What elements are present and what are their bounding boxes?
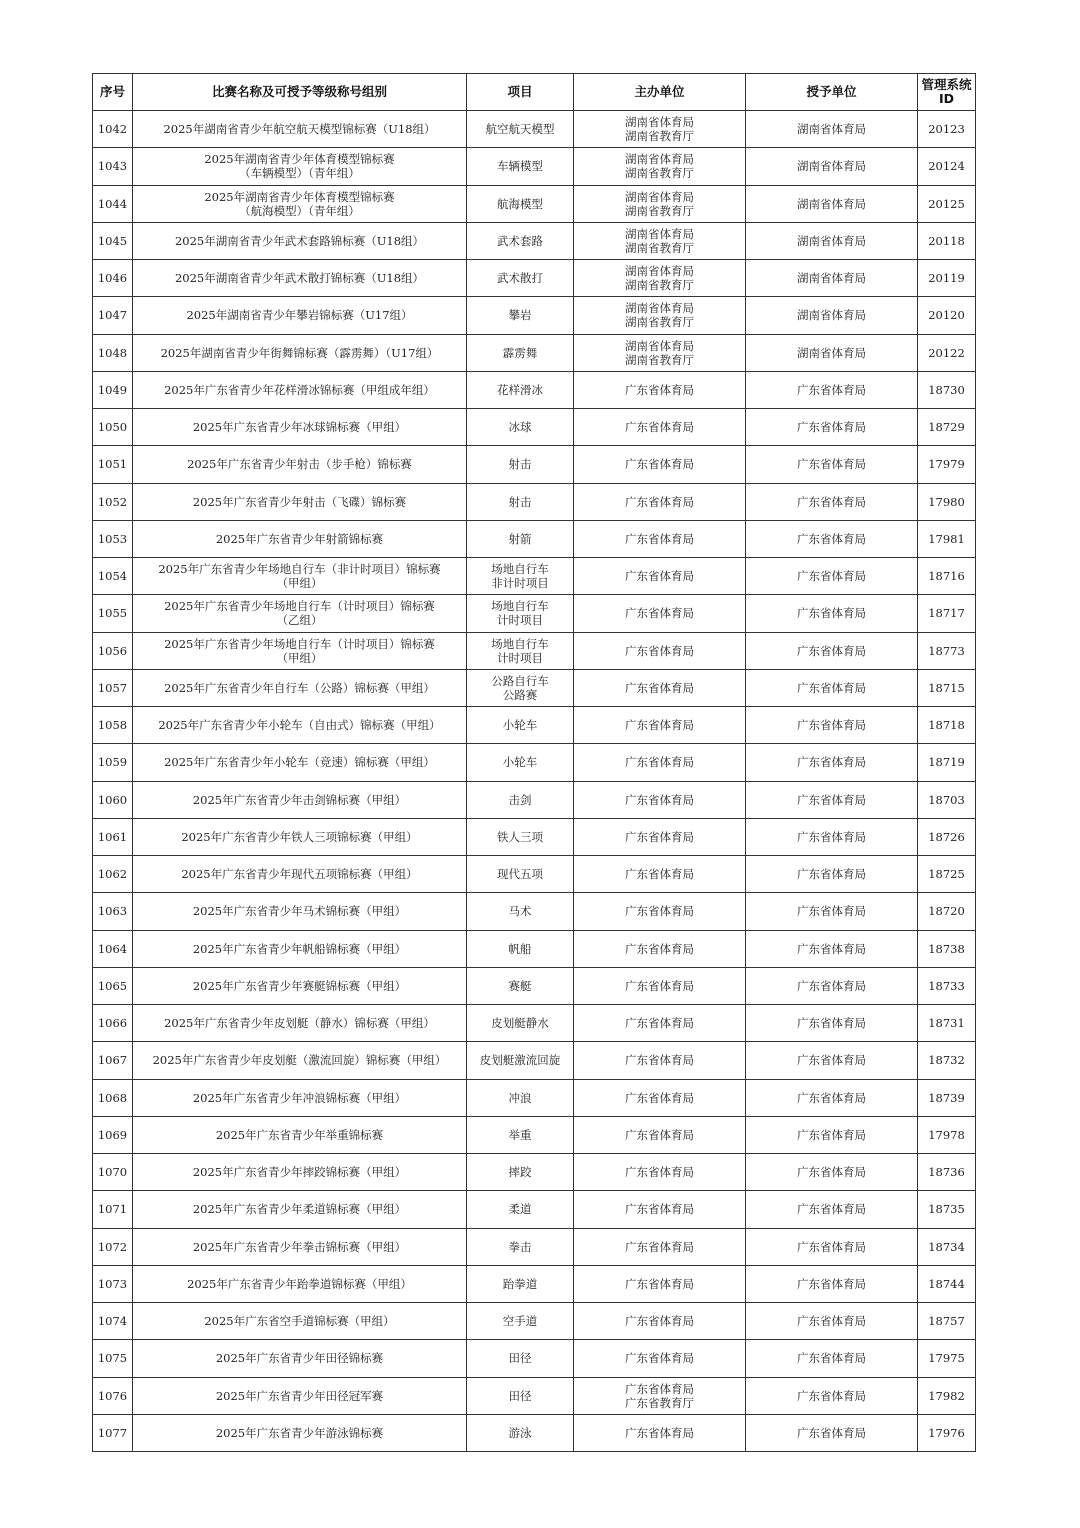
cell-item: 航海模型 [467, 185, 574, 222]
cell-organizer: 广东省体育局 [574, 1265, 746, 1302]
cell-event-name: 2025年广东省青少年举重锦标赛 [133, 1116, 467, 1153]
cell-organizer: 广东省体育局 [574, 632, 746, 669]
cell-granting-unit: 广东省体育局 [746, 930, 918, 967]
cell-organizer: 广东省体育局 [574, 1228, 746, 1265]
cell-item: 赛艇 [467, 967, 574, 1004]
cell-event-name: 2025年广东省青少年射击（飞碟）锦标赛 [133, 483, 467, 520]
cell-system-id: 20124 [918, 148, 976, 185]
cell-system-id: 20125 [918, 185, 976, 222]
cell-organizer: 湖南省体育局 湖南省教育厅 [574, 185, 746, 222]
table-row [93, 1191, 976, 1228]
table-row [93, 260, 976, 297]
cell-serial-no: 1061 [93, 818, 133, 855]
cell-serial-no: 1070 [93, 1154, 133, 1191]
cell-system-id: 17981 [918, 520, 976, 557]
cell-item: 场地自行车 非计时项目 [467, 558, 574, 595]
table-row [93, 930, 976, 967]
cell-event-name: 2025年广东省青少年小轮车（自由式）锦标赛（甲组） [133, 707, 467, 744]
cell-serial-no: 1069 [93, 1116, 133, 1153]
cell-item: 皮划艇静水 [467, 1005, 574, 1042]
cell-item: 冲浪 [467, 1079, 574, 1116]
cell-organizer: 广东省体育局 [574, 1340, 746, 1377]
cell-item: 武术套路 [467, 222, 574, 259]
cell-event-name: 2025年广东省青少年场地自行车（非计时项目）锦标赛 （甲组） [133, 558, 467, 595]
cell-system-id: 20120 [918, 297, 976, 334]
cell-organizer: 广东省体育局 [574, 1154, 746, 1191]
cell-event-name: 2025年广东省青少年射箭锦标赛 [133, 520, 467, 557]
cell-system-id: 17979 [918, 446, 976, 483]
cell-organizer: 广东省体育局 [574, 409, 746, 446]
cell-serial-no: 1051 [93, 446, 133, 483]
cell-serial-no: 1047 [93, 297, 133, 334]
cell-item: 柔道 [467, 1191, 574, 1228]
cell-item: 举重 [467, 1116, 574, 1153]
cell-system-id: 18725 [918, 856, 976, 893]
cell-granting-unit: 广东省体育局 [746, 483, 918, 520]
cell-system-id: 18717 [918, 595, 976, 632]
cell-granting-unit: 广东省体育局 [746, 1042, 918, 1079]
cell-organizer: 广东省体育局 [574, 1116, 746, 1153]
events-table [92, 73, 976, 1452]
table-row [93, 669, 976, 706]
cell-item: 皮划艇激流回旋 [467, 1042, 574, 1079]
cell-organizer: 广东省体育局 [574, 446, 746, 483]
cell-granting-unit: 广东省体育局 [746, 1265, 918, 1302]
cell-granting-unit: 湖南省体育局 [746, 185, 918, 222]
cell-serial-no: 1054 [93, 558, 133, 595]
cell-serial-no: 1072 [93, 1228, 133, 1265]
table-row [93, 707, 976, 744]
cell-granting-unit: 广东省体育局 [746, 893, 918, 930]
cell-event-name: 2025年广东省青少年摔跤锦标赛（甲组） [133, 1154, 467, 1191]
cell-item: 摔跤 [467, 1154, 574, 1191]
cell-system-id: 18733 [918, 967, 976, 1004]
cell-system-id: 18744 [918, 1265, 976, 1302]
cell-serial-no: 1043 [93, 148, 133, 185]
cell-granting-unit: 广东省体育局 [746, 371, 918, 408]
cell-event-name: 2025年广东省空手道锦标赛（甲组） [133, 1303, 467, 1340]
table-row [93, 371, 976, 408]
cell-serial-no: 1077 [93, 1414, 133, 1451]
cell-system-id: 18729 [918, 409, 976, 446]
cell-item: 航空航天模型 [467, 111, 574, 148]
cell-serial-no: 1050 [93, 409, 133, 446]
cell-event-name: 2025年广东省青少年跆拳道锦标赛（甲组） [133, 1265, 467, 1302]
cell-granting-unit: 湖南省体育局 [746, 334, 918, 371]
cell-event-name: 2025年广东省青少年皮划艇（激流回旋）锦标赛（甲组） [133, 1042, 467, 1079]
cell-event-name: 2025年广东省青少年场地自行车（计时项目）锦标赛 （甲组） [133, 632, 467, 669]
cell-granting-unit: 广东省体育局 [746, 1228, 918, 1265]
cell-item: 击剑 [467, 781, 574, 818]
cell-serial-no: 1074 [93, 1303, 133, 1340]
cell-serial-no: 1056 [93, 632, 133, 669]
table-row [93, 1303, 976, 1340]
cell-system-id: 18720 [918, 893, 976, 930]
cell-granting-unit: 广东省体育局 [746, 818, 918, 855]
cell-system-id: 18719 [918, 744, 976, 781]
cell-system-id: 18734 [918, 1228, 976, 1265]
cell-granting-unit: 湖南省体育局 [746, 148, 918, 185]
cell-event-name: 2025年湖南省青少年武术套路锦标赛（U18组） [133, 222, 467, 259]
cell-system-id: 18715 [918, 669, 976, 706]
cell-item: 公路自行车 公路赛 [467, 669, 574, 706]
cell-granting-unit: 广东省体育局 [746, 1079, 918, 1116]
cell-system-id: 18703 [918, 781, 976, 818]
cell-granting-unit: 湖南省体育局 [746, 222, 918, 259]
cell-serial-no: 1075 [93, 1340, 133, 1377]
cell-serial-no: 1060 [93, 781, 133, 818]
cell-item: 现代五项 [467, 856, 574, 893]
cell-granting-unit: 广东省体育局 [746, 669, 918, 706]
cell-granting-unit: 湖南省体育局 [746, 297, 918, 334]
cell-item: 射箭 [467, 520, 574, 557]
cell-organizer: 湖南省体育局 湖南省教育厅 [574, 222, 746, 259]
cell-event-name: 2025年广东省青少年击剑锦标赛（甲组） [133, 781, 467, 818]
cell-serial-no: 1046 [93, 260, 133, 297]
cell-organizer: 广东省体育局 [574, 558, 746, 595]
cell-event-name: 2025年广东省青少年小轮车（竞速）锦标赛（甲组） [133, 744, 467, 781]
cell-serial-no: 1048 [93, 334, 133, 371]
cell-organizer: 广东省体育局 [574, 856, 746, 893]
cell-event-name: 2025年广东省青少年冲浪锦标赛（甲组） [133, 1079, 467, 1116]
cell-organizer: 湖南省体育局 湖南省教育厅 [574, 297, 746, 334]
cell-serial-no: 1067 [93, 1042, 133, 1079]
cell-event-name: 2025年广东省青少年田径锦标赛 [133, 1340, 467, 1377]
table-body [93, 111, 976, 1452]
cell-item: 射击 [467, 483, 574, 520]
cell-serial-no: 1076 [93, 1377, 133, 1414]
cell-event-name: 2025年湖南省青少年街舞锦标赛（霹雳舞）（U17组） [133, 334, 467, 371]
cell-serial-no: 1062 [93, 856, 133, 893]
cell-organizer: 广东省体育局 [574, 520, 746, 557]
cell-granting-unit: 广东省体育局 [746, 781, 918, 818]
table-row [93, 558, 976, 595]
cell-granting-unit: 广东省体育局 [746, 1005, 918, 1042]
cell-system-id: 18730 [918, 371, 976, 408]
cell-organizer: 湖南省体育局 湖南省教育厅 [574, 111, 746, 148]
cell-serial-no: 1068 [93, 1079, 133, 1116]
cell-granting-unit: 广东省体育局 [746, 744, 918, 781]
cell-granting-unit: 广东省体育局 [746, 967, 918, 1004]
header-item: 项目 [467, 74, 574, 111]
cell-organizer: 广东省体育局 [574, 595, 746, 632]
cell-serial-no: 1059 [93, 744, 133, 781]
header-system-id: 管理系统 ID [918, 74, 976, 111]
cell-event-name: 2025年广东省青少年射击（步手枪）锦标赛 [133, 446, 467, 483]
cell-event-name: 2025年广东省青少年场地自行车（计时项目）锦标赛 （乙组） [133, 595, 467, 632]
cell-system-id: 18736 [918, 1154, 976, 1191]
table-row [93, 1377, 976, 1414]
cell-serial-no: 1063 [93, 893, 133, 930]
table-header [93, 74, 976, 111]
table-row [93, 1414, 976, 1451]
cell-system-id: 18731 [918, 1005, 976, 1042]
cell-serial-no: 1058 [93, 707, 133, 744]
cell-event-name: 2025年广东省青少年花样滑冰锦标赛（甲组成年组） [133, 371, 467, 408]
cell-granting-unit: 广东省体育局 [746, 1340, 918, 1377]
cell-organizer: 广东省体育局 [574, 781, 746, 818]
table-row [93, 856, 976, 893]
cell-system-id: 17980 [918, 483, 976, 520]
cell-event-name: 2025年广东省青少年田径冠军赛 [133, 1377, 467, 1414]
cell-serial-no: 1055 [93, 595, 133, 632]
table-row [93, 334, 976, 371]
cell-granting-unit: 广东省体育局 [746, 558, 918, 595]
cell-granting-unit: 广东省体育局 [746, 1414, 918, 1451]
cell-organizer: 广东省体育局 [574, 1079, 746, 1116]
cell-item: 小轮车 [467, 744, 574, 781]
cell-organizer: 广东省体育局 [574, 707, 746, 744]
cell-granting-unit: 广东省体育局 [746, 595, 918, 632]
cell-organizer: 广东省体育局 [574, 483, 746, 520]
cell-granting-unit: 广东省体育局 [746, 446, 918, 483]
table-row [93, 1228, 976, 1265]
cell-system-id: 18738 [918, 930, 976, 967]
header-organizer: 主办单位 [574, 74, 746, 111]
cell-organizer: 广东省体育局 [574, 1414, 746, 1451]
table-row [93, 1116, 976, 1153]
cell-item: 花样滑冰 [467, 371, 574, 408]
cell-system-id: 18718 [918, 707, 976, 744]
cell-organizer: 广东省体育局 [574, 930, 746, 967]
table-row [93, 818, 976, 855]
cell-system-id: 17976 [918, 1414, 976, 1451]
header-granting-unit: 授予单位 [746, 74, 918, 111]
cell-organizer: 湖南省体育局 湖南省教育厅 [574, 260, 746, 297]
cell-item: 车辆模型 [467, 148, 574, 185]
cell-serial-no: 1045 [93, 222, 133, 259]
cell-granting-unit: 广东省体育局 [746, 1191, 918, 1228]
cell-granting-unit: 广东省体育局 [746, 520, 918, 557]
table-row [93, 781, 976, 818]
table-row [93, 744, 976, 781]
cell-granting-unit: 广东省体育局 [746, 632, 918, 669]
cell-item: 田径 [467, 1377, 574, 1414]
cell-organizer: 湖南省体育局 湖南省教育厅 [574, 148, 746, 185]
table-row [93, 1005, 976, 1042]
cell-granting-unit: 广东省体育局 [746, 1303, 918, 1340]
cell-granting-unit: 广东省体育局 [746, 1116, 918, 1153]
cell-event-name: 2025年广东省青少年拳击锦标赛（甲组） [133, 1228, 467, 1265]
cell-organizer: 广东省体育局 [574, 669, 746, 706]
cell-item: 田径 [467, 1340, 574, 1377]
table-row [93, 483, 976, 520]
cell-granting-unit: 湖南省体育局 [746, 260, 918, 297]
table-row [93, 222, 976, 259]
cell-system-id: 18739 [918, 1079, 976, 1116]
header-serial-no: 序号 [93, 74, 133, 111]
cell-organizer: 湖南省体育局 湖南省教育厅 [574, 334, 746, 371]
table-row [93, 1154, 976, 1191]
cell-serial-no: 1065 [93, 967, 133, 1004]
cell-event-name: 2025年广东省青少年现代五项锦标赛（甲组） [133, 856, 467, 893]
table-row [93, 1265, 976, 1302]
cell-system-id: 20122 [918, 334, 976, 371]
table-row [93, 520, 976, 557]
table-row [93, 1042, 976, 1079]
cell-system-id: 20119 [918, 260, 976, 297]
cell-organizer: 广东省体育局 [574, 744, 746, 781]
table-row [93, 409, 976, 446]
table-row [93, 893, 976, 930]
table-row [93, 185, 976, 222]
header-row [93, 74, 976, 111]
cell-system-id: 17975 [918, 1340, 976, 1377]
table-row [93, 297, 976, 334]
cell-event-name: 2025年湖南省青少年体育模型锦标赛 （航海模型）（青年组） [133, 185, 467, 222]
cell-organizer: 广东省体育局 [574, 1191, 746, 1228]
cell-item: 冰球 [467, 409, 574, 446]
cell-organizer: 广东省体育局 [574, 1042, 746, 1079]
cell-serial-no: 1071 [93, 1191, 133, 1228]
cell-item: 武术散打 [467, 260, 574, 297]
cell-item: 马术 [467, 893, 574, 930]
cell-granting-unit: 湖南省体育局 [746, 111, 918, 148]
cell-serial-no: 1042 [93, 111, 133, 148]
cell-event-name: 2025年广东省青少年帆船锦标赛（甲组） [133, 930, 467, 967]
cell-serial-no: 1044 [93, 185, 133, 222]
cell-item: 拳击 [467, 1228, 574, 1265]
cell-event-name: 2025年广东省青少年冰球锦标赛（甲组） [133, 409, 467, 446]
cell-event-name: 2025年湖南省青少年武术散打锦标赛（U18组） [133, 260, 467, 297]
cell-event-name: 2025年广东省青少年铁人三项锦标赛（甲组） [133, 818, 467, 855]
cell-item: 铁人三项 [467, 818, 574, 855]
cell-organizer: 广东省体育局 [574, 818, 746, 855]
table-row [93, 1340, 976, 1377]
cell-event-name: 2025年湖南省青少年攀岩锦标赛（U17组） [133, 297, 467, 334]
cell-event-name: 2025年广东省青少年赛艇锦标赛（甲组） [133, 967, 467, 1004]
cell-system-id: 18773 [918, 632, 976, 669]
table-row [93, 1079, 976, 1116]
cell-organizer: 广东省体育局 [574, 1303, 746, 1340]
cell-serial-no: 1053 [93, 520, 133, 557]
table-row [93, 967, 976, 1004]
cell-system-id: 20118 [918, 222, 976, 259]
cell-item: 帆船 [467, 930, 574, 967]
cell-system-id: 17982 [918, 1377, 976, 1414]
cell-item: 小轮车 [467, 707, 574, 744]
cell-item: 游泳 [467, 1414, 574, 1451]
cell-serial-no: 1066 [93, 1005, 133, 1042]
cell-granting-unit: 广东省体育局 [746, 707, 918, 744]
cell-event-name: 2025年湖南省青少年航空航天模型锦标赛（U18组） [133, 111, 467, 148]
cell-granting-unit: 广东省体育局 [746, 1154, 918, 1191]
cell-item: 跆拳道 [467, 1265, 574, 1302]
header-event-name: 比赛名称及可授予等级称号组别 [133, 74, 467, 111]
cell-serial-no: 1064 [93, 930, 133, 967]
cell-event-name: 2025年湖南省青少年体育模型锦标赛 （车辆模型）（青年组） [133, 148, 467, 185]
cell-system-id: 18716 [918, 558, 976, 595]
cell-system-id: 20123 [918, 111, 976, 148]
cell-granting-unit: 广东省体育局 [746, 856, 918, 893]
cell-organizer: 广东省体育局 广东省教育厅 [574, 1377, 746, 1414]
cell-event-name: 2025年广东省青少年马术锦标赛（甲组） [133, 893, 467, 930]
cell-event-name: 2025年广东省青少年皮划艇（静水）锦标赛（甲组） [133, 1005, 467, 1042]
cell-organizer: 广东省体育局 [574, 967, 746, 1004]
cell-item: 射击 [467, 446, 574, 483]
table-row [93, 595, 976, 632]
cell-item: 场地自行车 计时项目 [467, 632, 574, 669]
cell-granting-unit: 广东省体育局 [746, 1377, 918, 1414]
cell-event-name: 2025年广东省青少年柔道锦标赛（甲组） [133, 1191, 467, 1228]
cell-organizer: 广东省体育局 [574, 893, 746, 930]
cell-system-id: 18732 [918, 1042, 976, 1079]
cell-event-name: 2025年广东省青少年游泳锦标赛 [133, 1414, 467, 1451]
cell-serial-no: 1073 [93, 1265, 133, 1302]
table-row [93, 632, 976, 669]
cell-system-id: 18726 [918, 818, 976, 855]
table-row [93, 111, 976, 148]
cell-serial-no: 1052 [93, 483, 133, 520]
cell-system-id: 18735 [918, 1191, 976, 1228]
cell-event-name: 2025年广东省青少年自行车（公路）锦标赛（甲组） [133, 669, 467, 706]
cell-item: 空手道 [467, 1303, 574, 1340]
cell-organizer: 广东省体育局 [574, 1005, 746, 1042]
cell-item: 场地自行车 计时项目 [467, 595, 574, 632]
cell-granting-unit: 广东省体育局 [746, 409, 918, 446]
cell-serial-no: 1049 [93, 371, 133, 408]
cell-organizer: 广东省体育局 [574, 371, 746, 408]
table-row [93, 148, 976, 185]
cell-serial-no: 1057 [93, 669, 133, 706]
cell-item: 攀岩 [467, 297, 574, 334]
table-row [93, 446, 976, 483]
cell-system-id: 17978 [918, 1116, 976, 1153]
cell-item: 霹雳舞 [467, 334, 574, 371]
cell-system-id: 18757 [918, 1303, 976, 1340]
